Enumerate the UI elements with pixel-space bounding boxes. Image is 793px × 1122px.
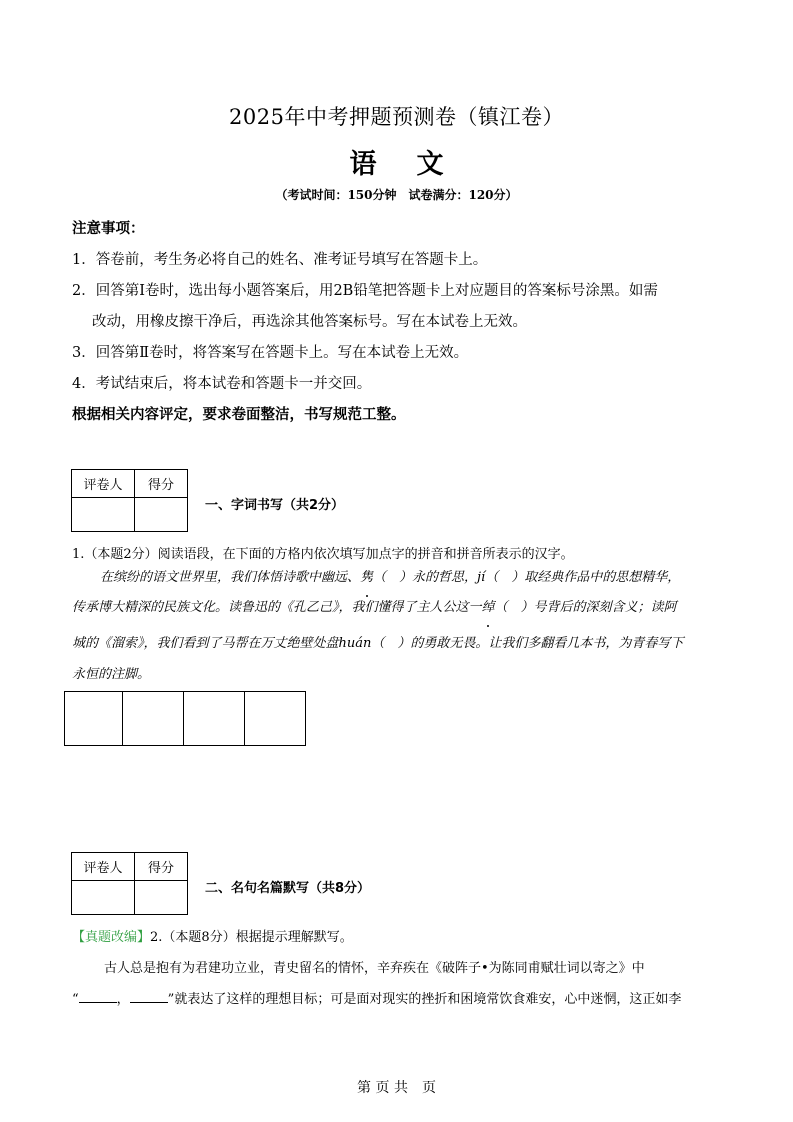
dotted-char-2: 绰	[482, 593, 495, 623]
answer-grid	[64, 691, 306, 746]
score-table-2	[71, 852, 188, 915]
passage-line-4: 永恒的注脚。	[72, 667, 151, 682]
exam-info: （考试时间：150分钟 试卷满分：120分）	[275, 188, 518, 202]
section-1-title: 一、字词书写（共2分）	[205, 498, 345, 513]
grader-cell[interactable]	[72, 881, 135, 915]
q2-passage-line-2: “ ， ”就表达了这样的理想目标；可是面对现实的挫折和困境常饮食难安，心中迷惘，这正如李	[72, 992, 682, 1007]
fill-blank-2[interactable]	[130, 990, 168, 1003]
score-label: 得分	[135, 470, 188, 498]
notice-item-4: 4．考试结束后，将本试卷和答题卡一并交回。	[72, 376, 372, 392]
dotted-char-1: 隽	[360, 563, 373, 593]
notice-item-2: 2．回答第Ⅰ卷时，选出每小题答案后，用2B铅笔把答题卡上对应题目的答案标号涂黑。如需	[72, 283, 658, 299]
score-table-1	[71, 469, 188, 532]
passage-line-1: 在缤纷的语文世界里，我们体悟诗歌中幽远、隽（ ）永的哲思，jí（ ）取经典作品中的思想精华，	[100, 563, 680, 593]
grader-cell[interactable]	[72, 498, 135, 532]
notice-title: 注意事项：	[72, 221, 145, 237]
answer-box[interactable]	[65, 692, 122, 745]
subject-char-2: 文	[416, 149, 444, 180]
page-footer: 第 页 共 页	[357, 1080, 436, 1096]
score-cell[interactable]	[135, 881, 188, 915]
notice-item-2-cont: 改动，用橡皮擦干净后，再选涂其他答案标号。写在本试卷上无效。	[92, 314, 527, 330]
paper-title: 2025年中考押题预测卷（镇江卷）	[229, 105, 564, 129]
notice-item-3: 3．回答第Ⅱ卷时，将答案写在答题卡上。写在本试卷上无效。	[72, 345, 469, 361]
score-cell[interactable]	[135, 498, 188, 532]
section-2-title: 二、名句名篇默写（共8分）	[205, 881, 371, 896]
subject-char-1: 语	[349, 149, 377, 180]
answer-box[interactable]	[244, 692, 305, 745]
grader-label: 评卷人	[72, 470, 135, 498]
question-2-prompt: 【真题改编】2.（本题8分）根据提示理解默写。	[72, 930, 353, 945]
notice-item-1: 1．答卷前，考生务必将自己的姓名、准考证号填写在答题卡上。	[72, 252, 488, 268]
passage-line-2: 传承博大精深的民族文化。读鲁迅的《孔乙己》，我们懂得了主人公这一绰（ ）号背后的深刻含义；读阿	[72, 593, 677, 623]
real-exam-tag: 【真题改编】	[72, 930, 151, 945]
q2-passage-line-1: 古人总是抱有为君建功立业，青史留名的情怀，辛弃疾在《破阵子•为陈同甫赋壮词以寄之》中	[104, 961, 645, 976]
fill-blank-1[interactable]	[79, 990, 117, 1003]
subject-heading	[0, 142, 793, 181]
answer-box[interactable]	[122, 692, 183, 745]
grader-label: 评卷人	[72, 853, 135, 881]
question-1-prompt: 1.（本题2分）阅读语段，在下面的方格内依次填写加点字的拼音和拼音所表示的汉字。	[72, 547, 574, 562]
passage-line-3: 城的《溜索》，我们看到了马帮在万丈绝壁处盘huán（ ）的勇敢无畏。让我们多翻看几本书，为青春写下	[72, 636, 684, 651]
score-label: 得分	[135, 853, 188, 881]
answer-box[interactable]	[183, 692, 244, 745]
bold-note: 根据相关内容评定，要求卷面整洁，书写规范工整。	[72, 407, 406, 423]
